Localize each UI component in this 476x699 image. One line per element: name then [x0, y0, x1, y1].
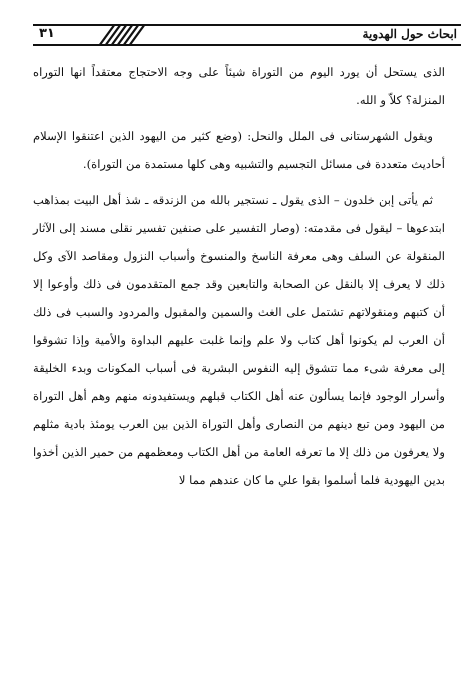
paragraph-2: ويقول الشهرستانى فى الملل والنحل: (وضع كثير من اليهود الذين اعتنقوا الإسلام أحاديث متعددة فى مسائل التجسيم والتشبيه وهى كلها مستمدة من التوراة). [33, 129, 445, 171]
paragraph-1: الذى يستحل أن يورد اليوم من التوراة شيئاً على وجه الاحتجاج معتقداً انها التوراه المنزلة؟ كلاّ و الله. [33, 65, 445, 107]
page-number: ٣١ [39, 26, 55, 41]
header-slash-ornament [89, 24, 159, 46]
running-header [33, 24, 461, 48]
paragraph-3: ثم يأتى إبن خلدون – الذى يقول ـ نستجير بالله من الزندقه ـ شذ أهل البيت بمذاهب ابتدعوها – ليقول فى مقدمته: (وصار التفسير على صنفين تفسير نقلى مسند إلى الآثار المنقولة عن السلف وهى معرفة الناسخ والمنسوخ وأسباب النزول ومقاصد الآى وكل ذلك لا يعرف إلا بالنقل عن الصحابة والتابعين وقد جمع المتقدمون فى ذلك وأوعوا إلا أن كتبهم ومنقولاتهم تشتمل على الغث والسمين والمقبول والمردود والسبب فى ذلك أن العرب لم يكونوا أهل كتاب ولا علم وإنما غلبت عليهم البداوة والأمية وإذا تشوقوا إلى معرفة شىء مما تتشوق إليه النفوس البشرية فى أسباب المكونات وبدء الخليقة وأسرار الوجود فإنما يسألون عنه أهل الكتاب قبلهم ويستفيدونه منهم وهم أهل التوراة من اليهود ومن تبع دينهم من النصارى وأهل التوراة الذين بين العرب يومئذ بادية مثلهم ولا يعرفون من ذلك إلا ما تعرفه العامة من أهل الكتاب ومعظمهم من حمير الذين أخذوا بدين اليهودية فلما أسلموا بقوا علي ما كان عندهم مما لا [33, 193, 445, 487]
body-text [33, 58, 445, 502]
header-title: ابحاث حول الهدوية [362, 27, 457, 41]
